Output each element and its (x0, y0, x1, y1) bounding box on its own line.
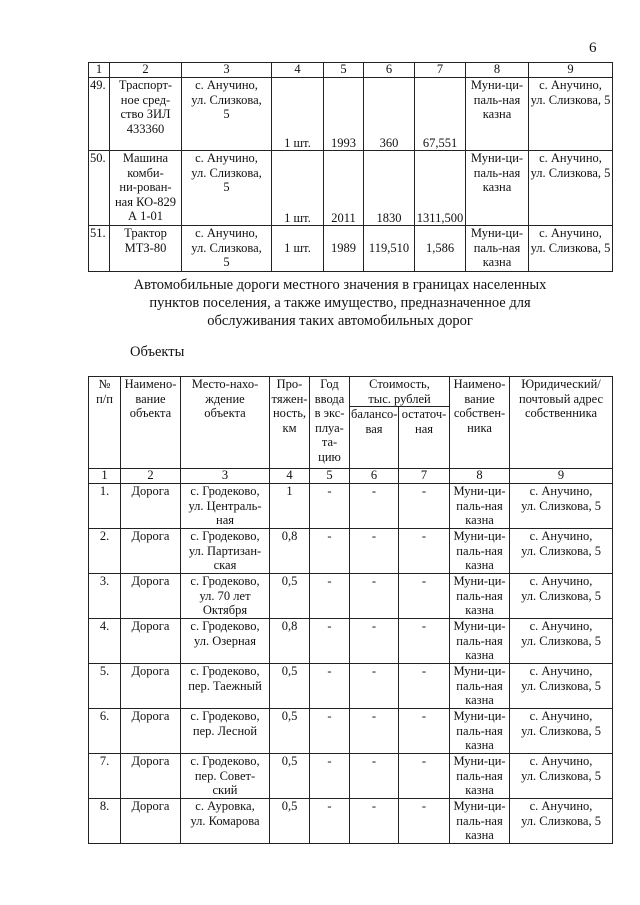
object-name: Дорога (121, 484, 181, 529)
column-header-balance: балансо- вая (350, 407, 399, 469)
balance-value: 1830 (364, 151, 415, 226)
table-row (89, 664, 613, 709)
year: - (310, 664, 350, 709)
owner: Муни-ци- паль-ная казна (450, 754, 510, 799)
column-number: 7 (399, 469, 450, 484)
residual-value: 67,551 (415, 78, 466, 151)
residual-value: 1,586 (415, 226, 466, 272)
object-name: Дорога (121, 529, 181, 574)
table-row (89, 78, 613, 151)
balance-value: - (350, 484, 399, 529)
table-row (89, 754, 613, 799)
table-row (89, 226, 613, 272)
length: 0,5 (270, 799, 310, 844)
column-header-name: Наимено- вание объекта (121, 377, 181, 469)
column-number: 4 (272, 63, 324, 78)
section-heading: Автомобильные дороги местного значения в границах населенных пунктов поселения, а также имущество, предназначенное для обслуживания таких автомобильных дорог (133, 277, 547, 329)
balance-value: - (350, 709, 399, 754)
object-location: с. Анучино, ул. Слизкова, 5 (182, 78, 272, 151)
column-number: 2 (121, 469, 181, 484)
object-name: Дорога (121, 709, 181, 754)
owner: Муни-ци- паль-ная казна (466, 226, 529, 272)
row-number: 51. (89, 226, 110, 272)
table-row (89, 574, 613, 619)
balance-value: - (350, 619, 399, 664)
column-header-address: Юридический/ почтовый адрес собственника (510, 377, 613, 469)
object-name: Траспорт- ное сред- ство ЗИЛ 433360 (110, 78, 182, 151)
owner: Муни-ци- паль-ная казна (450, 709, 510, 754)
row-number: 5. (89, 664, 121, 709)
balance-value: - (350, 754, 399, 799)
column-number: 9 (510, 469, 613, 484)
row-number: 50. (89, 151, 110, 226)
year: - (310, 484, 350, 529)
row-number: 6. (89, 709, 121, 754)
length: 1 (270, 484, 310, 529)
row-number: 3. (89, 574, 121, 619)
year: 1993 (324, 78, 364, 151)
object-location: с. Гродеково, ул. 70 лет Октября (181, 574, 270, 619)
column-number: 8 (466, 63, 529, 78)
column-header-length: Про- тяжен- ность, км (270, 377, 310, 469)
balance-value: - (350, 664, 399, 709)
table-row (89, 484, 613, 529)
object-location: с. Гродеково, ул. Централь- ная (181, 484, 270, 529)
column-number: 4 (270, 469, 310, 484)
row-number: 4. (89, 619, 121, 664)
balance-value: - (350, 799, 399, 844)
column-number-row (89, 63, 613, 78)
owner-address: с. Анучино, ул. Слизкова, 5 (510, 799, 613, 844)
object-name: Дорога (121, 799, 181, 844)
owner-address: с. Анучино, ул. Слизкова, 5 (529, 78, 613, 151)
quantity: 1 шт. (272, 78, 324, 151)
object-location: с. Гродеково, пер. Совет- ский (181, 754, 270, 799)
owner-address: с. Анучино, ул. Слизкова, 5 (529, 226, 613, 272)
owner-address: с. Анучино, ул. Слизкова, 5 (510, 709, 613, 754)
column-number: 1 (89, 469, 121, 484)
owner: Муни-ци- паль-ная казна (450, 799, 510, 844)
owner: Муни-ци- паль-ная казна (450, 529, 510, 574)
column-number: 2 (110, 63, 182, 78)
object-name: Дорога (121, 619, 181, 664)
row-number: 49. (89, 78, 110, 151)
length: 0,8 (270, 619, 310, 664)
length: 0,5 (270, 664, 310, 709)
year: - (310, 799, 350, 844)
year: 1989 (324, 226, 364, 272)
quantity: 1 шт. (272, 151, 324, 226)
length: 0,8 (270, 529, 310, 574)
owner: Муни-ци- паль-ная казна (450, 664, 510, 709)
residual-value: - (399, 484, 450, 529)
object-name: Машина комби- ни-рован- ная КО-829 А 1-01 (110, 151, 182, 226)
object-location: с. Анучино, ул. Слизкова, 5 (182, 226, 272, 272)
owner-address: с. Анучино, ул. Слизкова, 5 (529, 151, 613, 226)
year: - (310, 709, 350, 754)
balance-value: - (350, 574, 399, 619)
column-header-residual: остаточ- ная (399, 407, 450, 469)
row-number: 2. (89, 529, 121, 574)
column-header-year: Год ввода в экс- плуа- та- цию (310, 377, 350, 469)
residual-value: - (399, 619, 450, 664)
length: 0,5 (270, 754, 310, 799)
residual-value: - (399, 574, 450, 619)
column-number: 5 (310, 469, 350, 484)
residual-value: - (399, 664, 450, 709)
column-number: 1 (89, 63, 110, 78)
owner-address: с. Анучино, ул. Слизкова, 5 (510, 529, 613, 574)
column-header-cost: Стоимость, тыс. рублей (350, 377, 450, 407)
residual-value: - (399, 754, 450, 799)
year: 2011 (324, 151, 364, 226)
residual-value: - (399, 799, 450, 844)
year: - (310, 619, 350, 664)
year: - (310, 529, 350, 574)
quantity: 1 шт. (272, 226, 324, 272)
column-header-owner: Наимено- вание собствен- ника (450, 377, 510, 469)
object-name: Дорога (121, 664, 181, 709)
objects-label: Объекты (130, 344, 185, 360)
column-number-row (89, 469, 613, 484)
column-number: 9 (529, 63, 613, 78)
residual-value: 1311,500 (415, 151, 466, 226)
owner: Муни-ци- паль-ная казна (466, 151, 529, 226)
object-location: с. Гродеково, ул. Озерная (181, 619, 270, 664)
owner-address: с. Анучино, ул. Слизкова, 5 (510, 619, 613, 664)
length: 0,5 (270, 574, 310, 619)
column-number: 8 (450, 469, 510, 484)
table-row (89, 151, 613, 226)
object-location: с. Гродеково, пер. Таежный (181, 664, 270, 709)
owner-address: с. Анучино, ул. Слизкова, 5 (510, 574, 613, 619)
object-location: с. Гродеково, пер. Лесной (181, 709, 270, 754)
year: - (310, 754, 350, 799)
table-row (89, 799, 613, 844)
page-number: 6 (589, 40, 597, 56)
roads-table (88, 376, 613, 844)
table-row (89, 529, 613, 574)
object-name: Дорога (121, 574, 181, 619)
owner: Муни-ци- паль-ная казна (450, 484, 510, 529)
year: - (310, 574, 350, 619)
residual-value: - (399, 709, 450, 754)
table-row (89, 619, 613, 664)
row-number: 1. (89, 484, 121, 529)
column-number: 7 (415, 63, 466, 78)
header-row (89, 377, 613, 407)
column-header-number: № п/п (89, 377, 121, 469)
column-number: 3 (182, 63, 272, 78)
object-location: с. Анучино, ул. Слизкова, 5 (182, 151, 272, 226)
owner: Муни-ци- паль-ная казна (450, 574, 510, 619)
object-location: с. Ауровка, ул. Комарова (181, 799, 270, 844)
object-location: с. Гродеково, ул. Партизан- ская (181, 529, 270, 574)
column-header-location: Место-нахо- ждение объекта (181, 377, 270, 469)
owner-address: с. Анучино, ул. Слизкова, 5 (510, 664, 613, 709)
row-number: 8. (89, 799, 121, 844)
owner-address: с. Анучино, ул. Слизкова, 5 (510, 484, 613, 529)
residual-value: - (399, 529, 450, 574)
column-number: 5 (324, 63, 364, 78)
balance-value: 119,510 (364, 226, 415, 272)
column-number: 3 (181, 469, 270, 484)
object-name: Дорога (121, 754, 181, 799)
column-number: 6 (350, 469, 399, 484)
length: 0,5 (270, 709, 310, 754)
owner: Муни-ци- паль-ная казна (450, 619, 510, 664)
balance-value: 360 (364, 78, 415, 151)
owner-address: с. Анучино, ул. Слизкова, 5 (510, 754, 613, 799)
object-name: Трактор МТЗ-80 (110, 226, 182, 272)
balance-value: - (350, 529, 399, 574)
owner: Муни-ци- паль-ная казна (466, 78, 529, 151)
table-row (89, 709, 613, 754)
column-number: 6 (364, 63, 415, 78)
equipment-table (88, 62, 613, 272)
row-number: 7. (89, 754, 121, 799)
